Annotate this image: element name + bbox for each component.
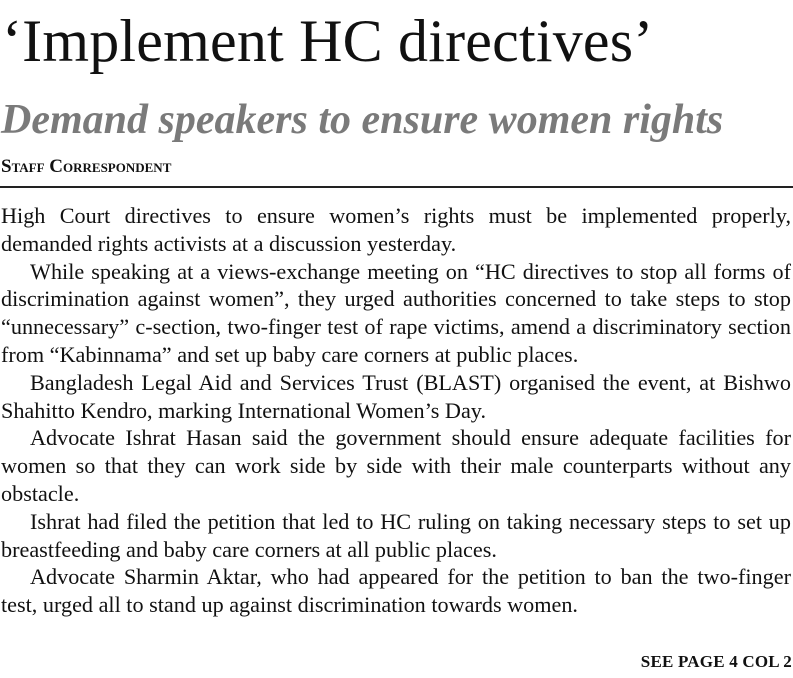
article-paragraph: Bangladesh Legal Aid and Services Trust (BLAST) organised the event, at Bishwo Shahitto Kendro, marking International Women’s Day. (1, 369, 791, 423)
article-paragraph: Ishrat had filed the petition that led to HC ruling on taking necessary steps to set up breastfeeding and baby care corners at all public places. (1, 508, 791, 562)
article-paragraph: While speaking at a views-exchange meeting on “HC directives to stop all forms of discrimination against women”, they urged authorities concerned to take steps to stop “unnecessary” c-section, two-finger test of rape victims, amend a discriminatory section from “Kabinnama” and set up baby care corners at public places. (1, 258, 791, 367)
article-paragraph: Advocate Ishrat Hasan said the government should ensure adequate facilities for women so that they can work side by side with their male counterparts without any obstacle. (1, 425, 791, 506)
byline: Staff Correspondent (1, 156, 172, 177)
article-paragraph: Advocate Sharmin Aktar, who had appeared for the petition to ban the two-finger test, urged all to stand up against discrimination towards women. (1, 564, 791, 618)
article-paragraph: High Court directives to ensure women’s rights must be implemented properly, demanded rights activists at a discussion yesterday. (1, 203, 791, 256)
headline: ‘Implement HC directives’ (2, 8, 654, 74)
divider-rule (0, 186, 793, 188)
article-body (1, 202, 791, 619)
continuation-jump-line: SEE PAGE 4 COL 2 (640, 652, 792, 671)
subheadline: Demand speakers to ensure women rights (1, 97, 724, 143)
